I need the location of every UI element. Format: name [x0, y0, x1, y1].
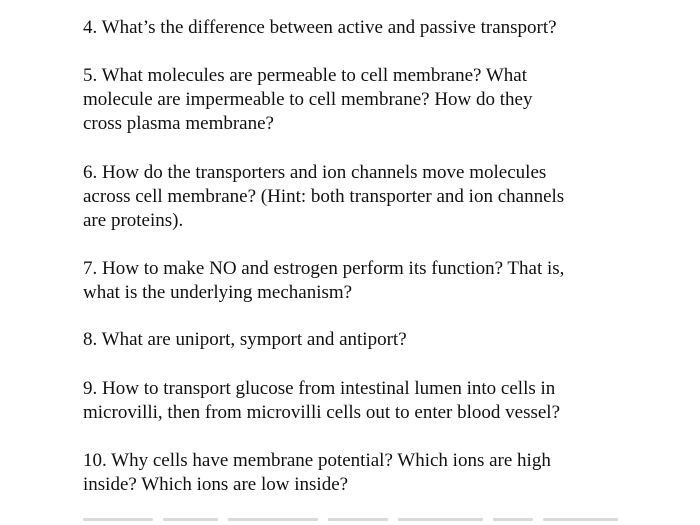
question-line: 7. How to make NO and estrogen perform its function? That is,	[83, 258, 565, 279]
question-line: what is the underlying mechanism?	[83, 282, 353, 303]
question-line: are proteins).	[83, 210, 184, 231]
question-10	[83, 449, 643, 497]
question-line: 8. What are uniport, symport and antiport?	[83, 329, 407, 350]
cropped-text-remnant	[83, 518, 643, 525]
question-7	[83, 257, 643, 305]
question-line: inside? Which ions are low inside?	[83, 474, 349, 495]
question-6	[83, 161, 643, 233]
question-line: molecule are impermeable to cell membrane? How do they	[83, 89, 533, 110]
question-line: cross plasma membrane?	[83, 113, 274, 134]
question-line: 4. What’s the difference between active and passive transport?	[83, 17, 557, 38]
question-line: 10. Why cells have membrane potential? Which ions are high	[83, 450, 551, 471]
question-line: 6. How do the transporters and ion channels move molecules	[83, 162, 547, 183]
question-5	[83, 64, 643, 136]
question-line: 9. How to transport glucose from intestinal lumen into cells in	[83, 378, 556, 399]
question-8	[83, 328, 643, 352]
question-4	[83, 16, 643, 40]
question-line: 5. What molecules are permeable to cell membrane? What	[83, 65, 528, 86]
question-line: microvilli, then from microvilli cells out to enter blood vessel?	[83, 402, 561, 423]
question-line: across cell membrane? (Hint: both transporter and ion channels	[83, 186, 565, 207]
question-9	[83, 377, 643, 425]
